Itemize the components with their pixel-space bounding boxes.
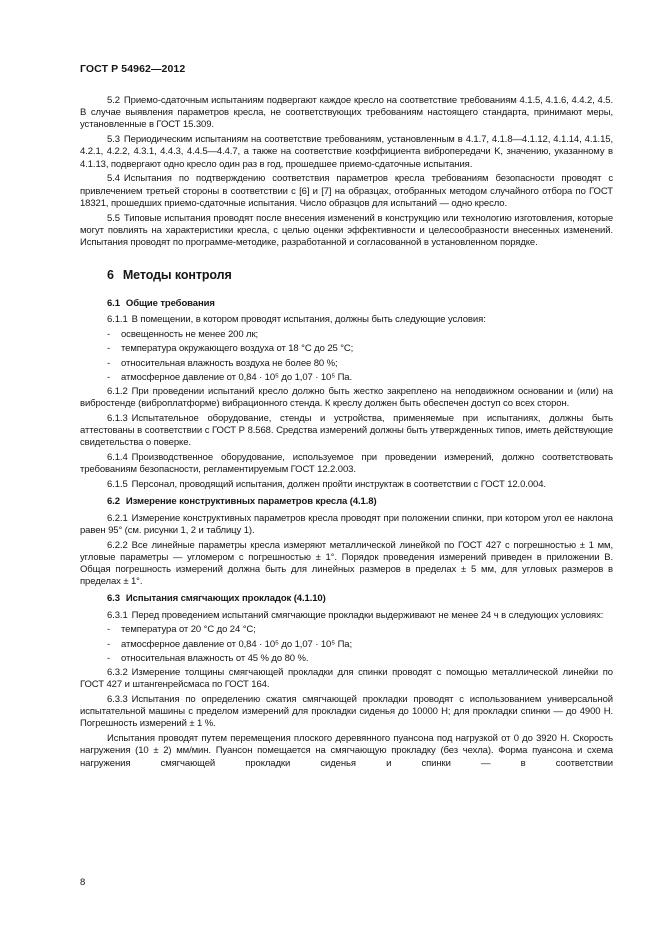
clause-text: В помещении, в котором проводят испытания, должны быть следующие условия:	[131, 314, 486, 326]
clause-6-1-5	[80, 479, 613, 491]
section-6-heading	[80, 268, 613, 283]
clause-number: 5.4	[107, 173, 120, 185]
conditioning-list	[80, 624, 613, 664]
subsection-number: 6.1	[107, 298, 120, 310]
clause-6-3-2	[80, 667, 613, 691]
subsection-6-1-heading	[80, 298, 613, 310]
clause-6-3-1	[80, 610, 613, 622]
clause-5-3	[80, 134, 613, 171]
list-marker: -	[107, 652, 111, 664]
list-marker: -	[107, 624, 111, 636]
clause-text: Измерение толщины смягчающей прокладки для спинки проводят с помощью металлической линейки по ГОСТ 427 и штангенрейсмаса по ГОСТ 164.	[80, 666, 613, 691]
list-item-text: относительная влажность воздуха не более 80 %;	[121, 357, 338, 369]
clause-6-1-4	[80, 452, 613, 476]
page-number: 8	[80, 877, 86, 888]
list-item	[80, 358, 613, 370]
list-item-text: температура окружающего воздуха от 18 °С до 25 °С;	[121, 343, 354, 355]
subsection-number: 6.3	[107, 593, 120, 605]
clause-6-2-1	[80, 513, 613, 537]
list-marker: -	[107, 371, 111, 383]
subsection-title: Испытания смягчающих прокладок (4.1.10)	[125, 593, 326, 605]
clause-text: Типовые испытания проводят после внесения изменений в конструкцию или технологию изготовления, которые могут повлиять на характеристики кресла, с целью оценки эффективности и целесообразности внесенных изменений. Испытания проводят по программе-методике, разработанной и согласованной в установленном порядке.	[80, 212, 613, 249]
clause-number: 6.3.2	[107, 666, 128, 678]
clause-text: Испытания по подтверждению соответствия параметров кресла требованиям безопасности проводят с привлечением третьей стороны в соответствии с [6] и [7] на образцах, отобранных методом случайного отбора по ГОСТ 18321, прошедших приемо-сдаточные испытания. Число образцов для испытаний — одно кресло.	[80, 173, 613, 209]
list-item-text: атмосферное давление от 0,84 · 10⁵ до 1,07 · 10⁵ Па;	[121, 638, 353, 650]
list-item	[80, 329, 613, 341]
list-marker: -	[107, 329, 111, 341]
subsection-title: Общие требования	[125, 298, 215, 310]
subsection-title: Измерение конструктивных параметров кресла (4.1.8)	[125, 496, 377, 508]
clause-text: Перед проведением испытаний смягчающие прокладки выдерживают не менее 24 ч в следующих условиях:	[131, 609, 604, 621]
list-marker: -	[107, 357, 111, 369]
clause-6-1-1	[80, 314, 613, 326]
subsection-number: 6.2	[107, 496, 120, 508]
clause-number: 5.3	[107, 134, 120, 146]
document-body	[80, 95, 613, 772]
clause-text: Персонал, проводящий испытания, должен пройти инструктаж в соответствии с ГОСТ 12.0.004.	[131, 479, 546, 491]
clause-text: Периодическим испытаниям на соответствие требованиям, установленным в 4.1.7, 4.1.8—4.1.12, 4.1.14, 4.1.15, 4.2.1, 4.2.2, 4.3.1, 4.4.3, 4.4.5—4.4.7, а также на соответствие коэффициента вибропередачи K, значению, указанному в 4.1.13, подвергают одно кресло один раз в год, прошедшее приемо-сдаточные испытания.	[80, 134, 613, 170]
list-marker: -	[107, 343, 111, 355]
clause-number: 6.1.1	[107, 314, 128, 326]
clause-text: Испытания по определению сжатия смягчающей прокладки проводят с использованием универсальной испытательной машины с пределом измерений для прокладки сиденья до 10000 Н; для прокладки спинки — до 4900 Н. Погрешность измерений ± 1 %.	[80, 693, 613, 730]
paragraph-text: Испытания проводят путем перемещения плоского деревянного пуансона под нагрузкой от 0 до 3920 Н. Скорость нагружения (10 ± 2) мм/мин. Пуансон помещается на смягчающую прокладку (без чехла). Форма пуансона и схема нагружения смягчающей прокладки сиденья и спинки — в соответствии	[80, 733, 613, 769]
section-number: 6	[107, 268, 114, 283]
clause-number: 6.1.4	[107, 452, 128, 464]
list-item	[80, 624, 613, 636]
clause-text: Измерение конструктивных параметров кресла проводят при положении спинки, при котором угол ее наклона равен 95° (см. рисунки 1, 2 и таблицу 1).	[80, 512, 613, 536]
list-marker: -	[107, 638, 111, 650]
clause-5-4	[80, 173, 613, 210]
subsection-6-3-heading	[80, 593, 613, 605]
clause-text: При проведении испытаний кресло должно быть жестко закреплено на неподвижном основании и (или) на вибростенде (виброплатформе) вибрационного стенда. К креслу должен быть обеспечен доступ со всех сторон.	[80, 385, 613, 410]
document-code-header: ГОСТ Р 54962—2012	[80, 63, 186, 75]
clause-number: 5.5	[107, 212, 120, 224]
test-procedure-paragraph	[80, 733, 613, 770]
conditions-list	[80, 329, 613, 384]
clause-text: Приемо-сдаточным испытаниям подвергают каждое кресло на соответствие требованиям 4.1.5, 4.1.6, 4.4.2, 4.5. В случае выявления параметров кресла, не соответствующих требованиям настоящего стандарта, принимают меры, установленные в ГОСТ 15.309.	[80, 95, 613, 131]
clause-number: 5.2	[107, 95, 120, 106]
list-item-text: относительная влажность от 45 % до 80 %.	[121, 652, 309, 664]
clause-5-5	[80, 213, 613, 250]
clause-number: 6.1.2	[107, 385, 128, 397]
clause-text: Все линейные параметры кресла измеряют металлической линейкой по ГОСТ 427 с погрешностью ± 1 мм, угловые параметры — угломером с погрешностью ± 1°. Порядок проведения измерений приведен в приложении В. Общая погрешность измерений должна быть для линейных размеров в пределах ± 5 мм, для угловых размеров в пределах ± 1°.	[80, 539, 613, 588]
clause-6-1-3	[80, 413, 613, 450]
clause-number: 6.3.1	[107, 609, 128, 621]
list-item	[80, 343, 613, 355]
list-item-text: температура от 20 °С до 24 °С;	[121, 624, 256, 636]
clause-number: 6.2.1	[107, 512, 128, 524]
list-item	[80, 639, 613, 651]
clause-number: 6.1.3	[107, 412, 128, 424]
clause-number: 6.3.3	[107, 693, 128, 705]
clause-number: 6.2.2	[107, 539, 128, 551]
clause-text: Испытательное оборудование, стенды и устройства, применяемые при испытаниях, должны быть аттестованы в соответствии с ГОСТ Р 8.568. Средства измерений должны быть утвержденных типов, иметь действующие свидетельства о поверке.	[80, 412, 613, 449]
clause-6-1-2	[80, 386, 613, 410]
list-item-text: атмосферное давление от 0,84 · 10⁵ до 1,07 · 10⁵ Па.	[121, 371, 353, 383]
list-item	[80, 372, 613, 384]
clause-6-3-3	[80, 694, 613, 731]
list-item-text: освещенность не менее 200 лк;	[121, 329, 259, 341]
clause-6-2-2	[80, 540, 613, 589]
clause-5-2	[80, 95, 613, 132]
list-item	[80, 653, 613, 665]
section-title: Методы контроля	[122, 268, 232, 283]
clause-text: Производственное оборудование, используемое при проведении измерений, должно соответствовать требованиям безопасности, регламентируемым ГОСТ 12.2.003.	[80, 452, 613, 476]
subsection-6-2-heading	[80, 496, 613, 508]
clause-number: 6.1.5	[107, 479, 128, 491]
